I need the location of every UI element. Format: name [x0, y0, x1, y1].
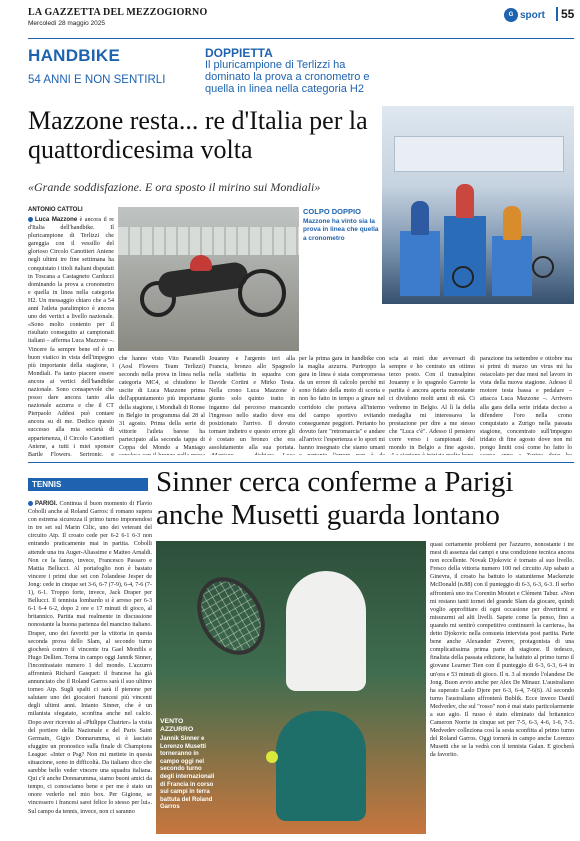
section-label-handbike: HANDBIKE [28, 46, 121, 65]
article-column: per la prima gara in handbike con la maglia azzurra. Purtroppo la gara in linea è stata compromessa da un errore di calcolo perché mi sono fidato della moto di scorta e non ho fatto in tempo a girare nel corridoio che portava all'interno del campo sportivo evitando conseguenze peggiori. Pertanto ho dovuto fare "retromarcia" e andare all'arrivo: l'esperienza e lo sport mi hanno insegnato che siamo umani [299, 356, 385, 452]
podium-step-3 [492, 236, 532, 296]
column-text: Continua il buon momento di Flavio Cobolli anche al Roland Garros: il romano supera con estrema sicurezza il primo turno imponendosi in tre set sul Marin Cilic, uno dei veterani del circuito Atp. Il croato cede per 6-2 6-1 6-3 non entrando praticamente mai in partita. Cobolli attende una tra Auger-Aliassime e Matteo Arnaldi. Non ce la fanno, invece, Francesco Passaro e Mattia Bellucci. Al portafoglio non è bastato vincere i primi due set con l'olandese Jesper de Jong: cede in cinque set 3-6, 6-7 (7-9), 6-4, 7-6 (7-1), 6-1. Troppo forte, invece, Jack Draper per Bellucci. Il tennista lombardo si è arreso per 6-3 6-1 6-4 6-2, dopo 2 ore e 17 minuti di gioco, al britannico. Partita mai realmente in discussione nonostante la buona partenza del mancino italiano. Draper, uno dei favoriti per la vittoria in questa seconda prova dello Slam, al secondo turno giocherà contro il vincente tra Gael Monfils e Hugo Dellien. Torna in campo oggi Jannik Sinner, l'incontrastato numero 1 del mondo. L'azzurro affronterà Richard Gasquet: il francese ha già annunciato che il Roland Garros sarà il suo ultimo torneo Atp. Sugli spalti ci sarà il pienone per salutare uno dei giocatori francesi più vincenti degli ultimi anni. Intanto Sinner, che è un milanista sfegatato, sconfina anche nel calcio. Dopo aver ricevuto al «Philippe Chatrier» la visita del portiere della Nazionale e del Paris Saint Germain, Gigio Donnarumma, si è lasciato sfuggire un pronostico sulla finale di Champions League: «Inter o Psg? Non mi mettete in questa situazione, sono in difficoltà. Da italiano dico che sarebbe bello veder vincere una squadra italiana. Qui c'è anche Donnarumma, siamo buoni amici da tempo, ci conosciamo bene e per me è stato un onore vederlo nel mio box. Per Gigione, se vincessero i francesi sarei felice lo stesso per lui». Sul campo da tennis, invece, non ci saranno [28, 501, 152, 815]
barrier [118, 227, 299, 255]
athlete-figure [411, 201, 429, 235]
photo-caption [160, 718, 216, 812]
paper-date: Mercoledì 28 maggio 2025 [28, 20, 105, 27]
dateline: PARIGI. [35, 500, 58, 507]
bullet-icon [28, 217, 33, 222]
tennis-racket [184, 565, 279, 667]
article-column: scia ai miei due avversari di sempre e ho centrato un ottimo terzo posto. Con il transalpino Jouanny e lo spagnolo Garrote la partita è ancora aperta nonostante ci dividono molti anni di età. Ci vedremo in Belgio. Al lì la della medaglia mi interessava la prestazione per dire a me stesso che "Luca c'è". Adesso il pensiero corre verso i campionati del mondo in Belgio a fine agosto. [389, 356, 475, 452]
section-name: sport [520, 9, 545, 21]
kicker-title: DOPPIETTA [205, 46, 273, 60]
caption-title: VENTO AZZURRO [160, 718, 194, 733]
handbike-wheel [532, 256, 554, 278]
article-subheadline: «Grande soddisfazione. E ora sposto il mirino sui Mondiali» [28, 180, 321, 194]
handbike-action-photo [118, 207, 299, 351]
article-headline: Sinner cerca conferme a Parigi anche Musetti guarda lontano [156, 466, 514, 531]
top-divider [28, 38, 574, 39]
article-column: Jouanny e l'argento ieri alla Francia, bronzo allo Spagnolo nella staffetta in squadra con Davide Cortini e Mirko Testa. Nella crono Luca Mazzone è giunto solo quinto tratto in inganno dal percorso mancando l'ingresso nello stadio dove era posizionato l'arrivo. Il dovuto tornare indietro e questo errore gli è costato un bronzo che era assolutamente alla sua portata. [209, 356, 295, 452]
article-column [28, 500, 152, 834]
handbike-wheel [238, 269, 286, 317]
athlete-figure [503, 206, 521, 240]
gazzetta-logo-icon: G [504, 8, 518, 22]
caption-title: COLPO DOPPIO [303, 207, 361, 216]
player-figure [276, 711, 366, 821]
photo-caption [303, 207, 381, 243]
section-label-tennis: TENNIS [28, 478, 148, 491]
handbike-wheel [452, 266, 474, 288]
kicker-text: Il pluricampione di Terlizzi ha dominato la prova a cronometro e quella in linea nella categoria H2 [205, 59, 370, 95]
athlete-figure [456, 184, 474, 218]
bullet-icon [28, 501, 33, 506]
paper-name: LA GAZZETTA DEL MEZZOGIORNO [28, 7, 208, 18]
helmet [190, 255, 212, 271]
section-divider [28, 462, 574, 463]
section-subtitle: 54 ANNI E NON SENTIRLI [28, 74, 166, 86]
article-column: quasi certamente problemi per l'azzurro, nonostante i tre mesi di assenza dai campi e una condizione tecnica ancora non eccellente. Novak Djokovic è tornato al suo livello. Fresco della vittoria numero 100 nel circuito Atp sabato a Ginevra, il croato ha battuto lo statunitense Mackenzie McDonald (n.88) con il punteggio di 6-3, 6-3, 6-3. Il serbo affronterà uno tra Corentin Moutet e Clément Tabur. «Non mi restano tanti tornei del grande Slam da giocare, quindi voglio approfittare di ogni occasione per divertirmi e misurarmi ad alti livelli. Sapete come la penso, fino a quando mi sentirò competitivo continuerò la carriera», ha detto Djokovic nella consueta intervista post partita. Parte bene anche Alexander Zverev, protagonista di una complicatissima prima parte di stagione. Il tedesco, finalista della passata edizione, ha battuto al primo turno il giovane Learner Tien con il punteggio di 6-3, 6-3, 6-4 in un'ora e 53 minuti di gioco. Il n. 3 al mondo l'olandese De Jong. Buon avvio anche per Alex De Minaur. L'australiano ha superato Laslo Djere per 6-3, 6-4, 7-6(6). Al secondo turno l'australiano affronterà Bublik. Ecce invece Daniil Medvedev, che sul "rosso" non è mai stato particolarmente a suo agio. Il russo è stato eliminato dal britannico Cameron Norrie in cinque set per 7-5, 6-3, 4-6, 1-6, 7-5. Medvedev colleziona così la sesta sconfitta al primo turno del Roland Garros. Oggi tornerà in campo anche Lorenzo Musetti che se la vedrà con il tennista Galan. E giocherà da favorito. [430, 542, 574, 759]
caption-text: Mazzone ha vinto sia la prova in linea che quella a cronometro [303, 218, 379, 242]
column-text: è ancora il re d'Italia dell'handbike. Il pluricampione di Terlizzi che gareggia con il vessillo del glorioso Circolo Canottieri Aniene negli ultimi tre fine settimana ha conquistato i titoli italiani disputati in Toscana a Castagneto Carducci dominando la prova a cronometro e quella in linea nella categoria H2. Un messaggio chiaro che a 54 anni l'atleta paralimpico è ancora uno dei vertici a livello nazionale. «Sono molto contento per il risultato conseguito ai campionati italiani – afferma Luca Mazzone –. Vincere fa sempre bene ed è un buon viatico in vista dell'impegno più importante della stagione, i Mondiali. Fa tanto piacere essere ancora ai vertici dell'handbike nazionale. Sono consapevole che posso dare ancora tanto alla nazionale azzurra e che il CT Pierpaolo Addesi può contare ancora su di me. Dedico questo successo alla mia società di appartenenza, il Circolo Canottieri Aniene, a tutti i miei sponsor Bartle Flowers, Sertronic, e [28, 217, 114, 456]
podium-photo [382, 106, 574, 304]
player-figure [286, 571, 366, 691]
masthead [28, 5, 574, 35]
podium-banner [394, 136, 564, 172]
article-column: parazione tra settembre e ottobre ma si primi di marzo un virus mi ha ostacolato per due mesi nel lavoro in vista della nuova stagione. Adesso il motore testa bassa e pedalare – attacca Luca Mazzone –. Arrivero alla gara della serie iridata deciso a difendere l'oro nella crono conquistato a Zurigo nella passata stagione, concentrato sull'impegno iridato di fine agosto dove non mi pongo limiti così come ho fatto lo [480, 356, 572, 452]
tennis-ball [266, 751, 278, 763]
article-column [28, 216, 114, 456]
page-number: 55 [556, 7, 574, 21]
article-headline: Mazzone resta... re d'Italia per la quattordicesima volta [28, 106, 368, 164]
caption-text: Jannik Sinner e Lorenzo Musetti torneranno in campo oggi nel secondo turno degli internazionali di Francia in corso sui campi in terra battuta del Roland Garros [160, 736, 215, 811]
section-badge [504, 8, 545, 22]
byline: ANTONIO CATTOLI [28, 207, 83, 213]
article-column: che hanno visto Vito Paranelli (Aosl Flowers Team Terlizzi) secondo nella prova in linea nella categoria MC4, si chiudono le uscite di Luca Mazzone prima dell'appuntamento più importante della stagione, i Mondiali di Ronse in Belgio in programma dal 28 al 31 agosto. Prima della serie di vittorie l'atleta barese ha partecipato alla seconda tappa di Coppa del Mondo a Maniago [119, 356, 205, 452]
lead-name: Luca Mazzone [35, 216, 78, 223]
podium-step-2 [400, 231, 440, 296]
